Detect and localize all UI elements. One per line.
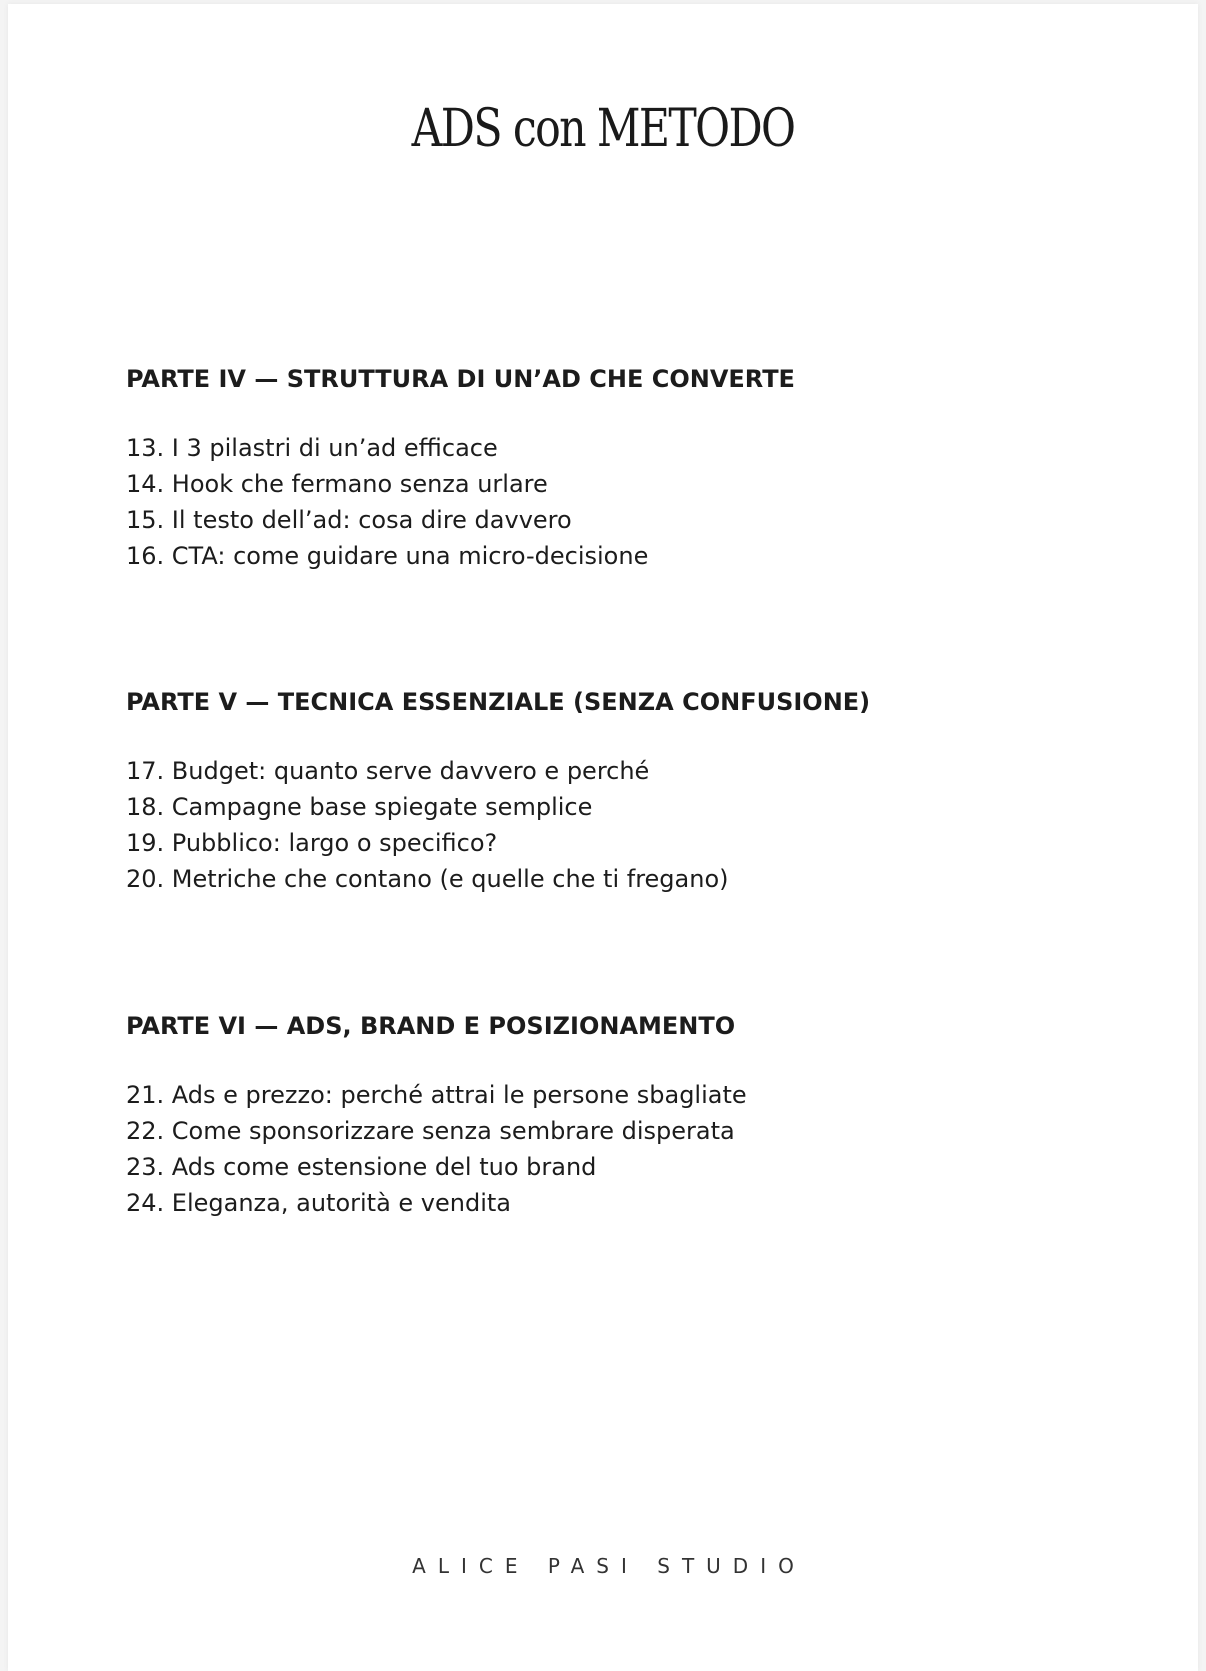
section-heading: PARTE VI — ADS, BRAND E POSIZIONAMENTO	[126, 1012, 736, 1040]
list-item: 24. Eleganza, autorità e vendita	[126, 1189, 511, 1217]
section-parte-v	[126, 685, 1126, 897]
section-heading: PARTE IV — STRUTTURA DI UN’AD CHE CONVERTE	[126, 365, 795, 393]
list-item: 22. Come sponsorizzare senza sembrare disperata	[126, 1117, 735, 1145]
document-page	[8, 4, 1198, 1671]
list-item: 15. Il testo dell’ad: cosa dire davvero	[126, 506, 572, 534]
chapter-list	[126, 753, 1126, 897]
section-parte-vi	[126, 1009, 1126, 1221]
list-item: 23. Ads come estensione del tuo brand	[126, 1153, 597, 1181]
section-heading: PARTE V — TECNICA ESSENZIALE (SENZA CONFUSIONE)	[126, 688, 871, 716]
document-title: ADS con METODO	[411, 99, 795, 159]
list-item: 14. Hook che fermano senza urlare	[126, 470, 548, 498]
list-item: 19. Pubblico: largo o specifico?	[126, 829, 498, 857]
list-item: 20. Metriche che contano (e quelle che ti fregano)	[126, 865, 729, 893]
footer-brand: ALICE PASI STUDIO	[412, 1554, 806, 1578]
section-parte-iv	[126, 362, 1126, 574]
chapter-list	[126, 430, 1126, 574]
chapter-list	[126, 1077, 1126, 1221]
list-item: 13. I 3 pilastri di un’ad efficace	[126, 434, 498, 462]
list-item: 18. Campagne base spiegate semplice	[126, 793, 593, 821]
list-item: 21. Ads e prezzo: perché attrai le persone sbagliate	[126, 1081, 747, 1109]
list-item: 17. Budget: quanto serve davvero e perché	[126, 757, 650, 785]
list-item: 16. CTA: come guidare una micro-decisione	[126, 542, 649, 570]
